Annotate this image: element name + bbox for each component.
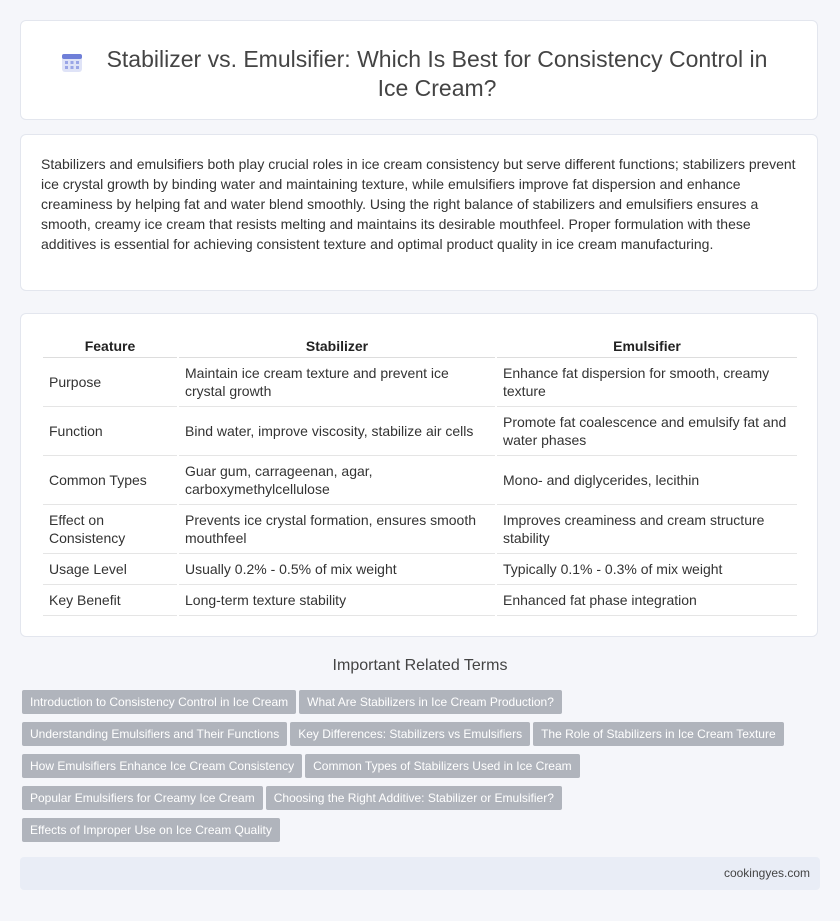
header-card: [20, 20, 818, 120]
table-cell: Improves creaminess and cream structure stability: [497, 505, 797, 554]
related-term-tag[interactable]: Popular Emulsifiers for Creamy Ice Cream: [22, 786, 263, 810]
table-row: [43, 505, 797, 554]
related-term-tag[interactable]: Introduction to Consistency Control in Ice Cream: [22, 690, 296, 714]
related-term-tag[interactable]: What Are Stabilizers in Ice Cream Production?: [299, 690, 562, 714]
related-term-tag[interactable]: The Role of Stabilizers in Ice Cream Texture: [533, 722, 784, 746]
table-cell: Purpose: [43, 358, 177, 407]
related-terms-list: [22, 690, 802, 850]
related-term-tag[interactable]: Key Differences: Stabilizers vs Emulsifiers: [290, 722, 530, 746]
header-feature: Feature: [43, 333, 177, 358]
table-row: [43, 456, 797, 505]
page-title: Stabilizer vs. Emulsifier: Which Is Best for Consistency Control in Ice Cream?: [106, 46, 768, 101]
table-cell: Key Benefit: [43, 585, 177, 616]
table-cell: Enhance fat dispersion for smooth, creamy texture: [497, 358, 797, 407]
table-cell: Guar gum, carrageenan, agar, carboxymethylcellulose: [179, 456, 495, 505]
comparison-card: [20, 313, 818, 637]
intro-text: Stabilizers and emulsifiers both play crucial roles in ice cream consistency but serve different functions; stabilizers prevent ice crystal growth by binding water and maintaining texture, while emulsifiers improve fat dispersion and enhance creaminess by helping fat and water blend smoothly. Using the right balance of stabilizers and emulsifiers ensures a smooth, creamy ice cream that resists melting and maintains its desirable mouthfeel. Proper formulation with these additives is essential for achieving consistent texture and optimal product quality in ice cream manufacturing.: [41, 156, 796, 252]
table-cell: Effect on Consistency: [43, 505, 177, 554]
table-cell: Typically 0.1% - 0.3% of mix weight: [497, 554, 797, 585]
table-cell: Enhanced fat phase integration: [497, 585, 797, 616]
related-term-tag[interactable]: How Emulsifiers Enhance Ice Cream Consistency: [22, 754, 302, 778]
related-term-tag[interactable]: Understanding Emulsifiers and Their Functions: [22, 722, 287, 746]
related-term-tag[interactable]: Choosing the Right Additive: Stabilizer or Emulsifier?: [266, 786, 562, 810]
footer: [20, 857, 820, 890]
header-emulsifier: Emulsifier: [497, 333, 797, 358]
table-cell: Prevents ice crystal formation, ensures smooth mouthfeel: [179, 505, 495, 554]
table-cell: Bind water, improve viscosity, stabilize air cells: [179, 407, 495, 456]
table-row: [43, 554, 797, 585]
table-cell: Long-term texture stability: [179, 585, 495, 616]
comparison-table: [41, 333, 799, 616]
table-cell: Maintain ice cream texture and prevent ice crystal growth: [179, 358, 495, 407]
related-terms-title: Important Related Terms: [332, 657, 508, 674]
table-cell: Function: [43, 407, 177, 456]
table-row: [43, 585, 797, 616]
related-term-tag[interactable]: Common Types of Stabilizers Used in Ice Cream: [305, 754, 580, 778]
table-cell: Common Types: [43, 456, 177, 505]
table-cell: Usage Level: [43, 554, 177, 585]
calendar-icon: [61, 51, 83, 73]
table-row: [43, 358, 797, 407]
intro-card: [20, 134, 818, 291]
related-term-tag[interactable]: Effects of Improper Use on Ice Cream Quality: [22, 818, 280, 842]
header-stabilizer: Stabilizer: [179, 333, 495, 358]
table-cell: Mono- and diglycerides, lecithin: [497, 456, 797, 505]
site-name[interactable]: cookingyes.com: [723, 866, 810, 880]
table-row: [43, 407, 797, 456]
table-cell: Usually 0.2% - 0.5% of mix weight: [179, 554, 495, 585]
table-cell: Promote fat coalescence and emulsify fat and water phases: [497, 407, 797, 456]
